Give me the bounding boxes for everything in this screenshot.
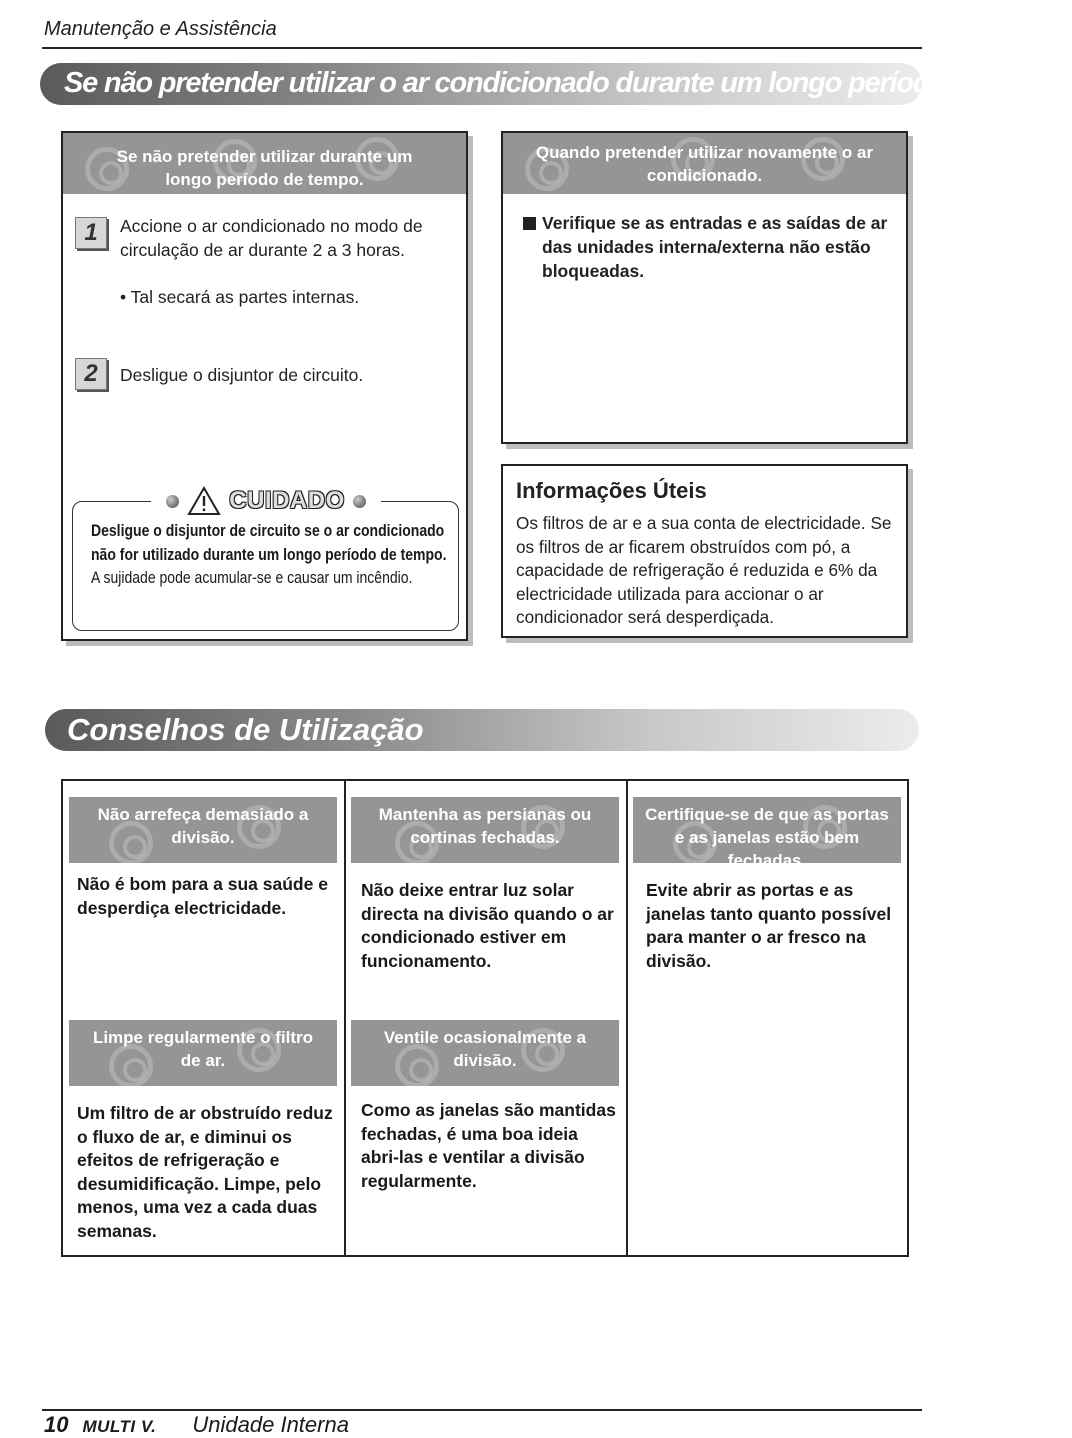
page-number: 10 (44, 1412, 69, 1437)
left-box-title: Se não pretender utilizar durante um longo período de tempo. (116, 147, 413, 189)
bullet-dot-icon (166, 495, 179, 508)
swirl-icon (109, 821, 153, 865)
tips-grid (61, 779, 909, 1257)
caution-label: CUIDADO (229, 487, 345, 514)
tip-header-5 (351, 1020, 619, 1086)
tip-title-4: Limpe regularmente o filtro de ar. (92, 1028, 314, 1070)
brand-logo: MULTI V. (82, 1417, 157, 1436)
left-box-header (63, 133, 466, 194)
footer-title: Unidade Interna (192, 1412, 349, 1437)
tip-text-1: Não é bom para a sua saúde e desperdiça electricidade. (77, 874, 328, 918)
step-number-1: 1 (75, 217, 107, 249)
tip-text-3: Evite abrir as portas e as janelas tanto quanto possível para manter o ar fresco na divisão. (646, 880, 892, 971)
step-number-2: 2 (75, 358, 107, 390)
header-rule (42, 47, 922, 49)
caution-title (151, 484, 381, 518)
grid-divider (344, 781, 346, 1255)
warning-triangle-icon (187, 486, 221, 516)
caution-reason-text: A sujidade pode acumular-se e causar um incêndio. (91, 569, 413, 587)
tip-header-2 (351, 797, 619, 863)
step-2-text: Desligue o disjuntor de circuito. (120, 365, 364, 385)
tip-header-4 (69, 1020, 337, 1086)
section-banner-long-period: Se não pretender utilizar o ar condicionado durante um longo período de tempo (40, 63, 922, 105)
tip-title-1: Não arrefeça demasiado a divisão. (97, 805, 309, 847)
caution-warning-text: Desligue o disjuntor de circuito se o ar condicionado não for utilizado durante um longo período de tempo. (91, 522, 447, 564)
info-text: Os filtros de ar e a sua conta de electricidade. Se os filtros de ar ficarem obstruídos com pó, a capacidade de refrigeração é reduzida e 6% da electricidade utilizada para accionar o ar condicionador será desperdiçada. (516, 513, 892, 627)
tip-title-2: Mantenha as persianas ou cortinas fechadas. (378, 805, 592, 847)
step-1-text: Accione o ar condicionado no modo de circulação de ar durante 2 a 3 horas. (120, 216, 423, 260)
section-banner-tips: Conselhos de Utilização (45, 709, 919, 751)
check-item-text: Verifique se as entradas e as saídas de ar das unidades interna/externa não estão bloqueadas. (542, 213, 888, 281)
caution-box (72, 487, 459, 631)
tip-header-1 (69, 797, 337, 863)
square-bullet-icon (523, 217, 536, 230)
running-head: Manutenção e Assistência (44, 18, 277, 40)
swirl-icon (109, 1044, 153, 1088)
grid-divider (626, 781, 628, 1255)
tip-header-3 (633, 797, 901, 870)
footer-rule (42, 1409, 922, 1411)
info-box (501, 464, 908, 638)
right-box-title: Quando pretender utilizar novamente o ar condicionado. (535, 143, 874, 185)
footer (44, 1412, 349, 1438)
tip-text-5: Como as janelas são mantidas fechadas, é uma boa ideia abri-las e ventilar a divisão regularmente. (361, 1100, 616, 1191)
bullet-dot-icon (353, 495, 366, 508)
info-title: Informações Úteis (516, 478, 707, 503)
tip-text-4: Um filtro de ar obstruído reduz o fluxo de ar, e diminui os efeitos de refrigeração e desumidificação. Limpe, pelo menos, uma vez a cada duas semanas. (77, 1103, 333, 1241)
right-box-header (503, 133, 906, 194)
check-item (523, 211, 893, 283)
tip-title-5: Ventile ocasionalmente a divisão. (383, 1028, 587, 1070)
tip-title-3: Certifique-se de que as portas e as janelas estão bem fechadas. (645, 805, 889, 870)
swirl-icon (395, 1044, 439, 1088)
step-1-note: • Tal secará as partes internas. (120, 287, 360, 307)
tip-text-2: Não deixe entrar luz solar directa na divisão quando o ar condicionado estiver em funcionamento. (361, 880, 614, 971)
caution-body (91, 520, 450, 591)
left-box (61, 131, 468, 641)
right-box (501, 131, 908, 444)
